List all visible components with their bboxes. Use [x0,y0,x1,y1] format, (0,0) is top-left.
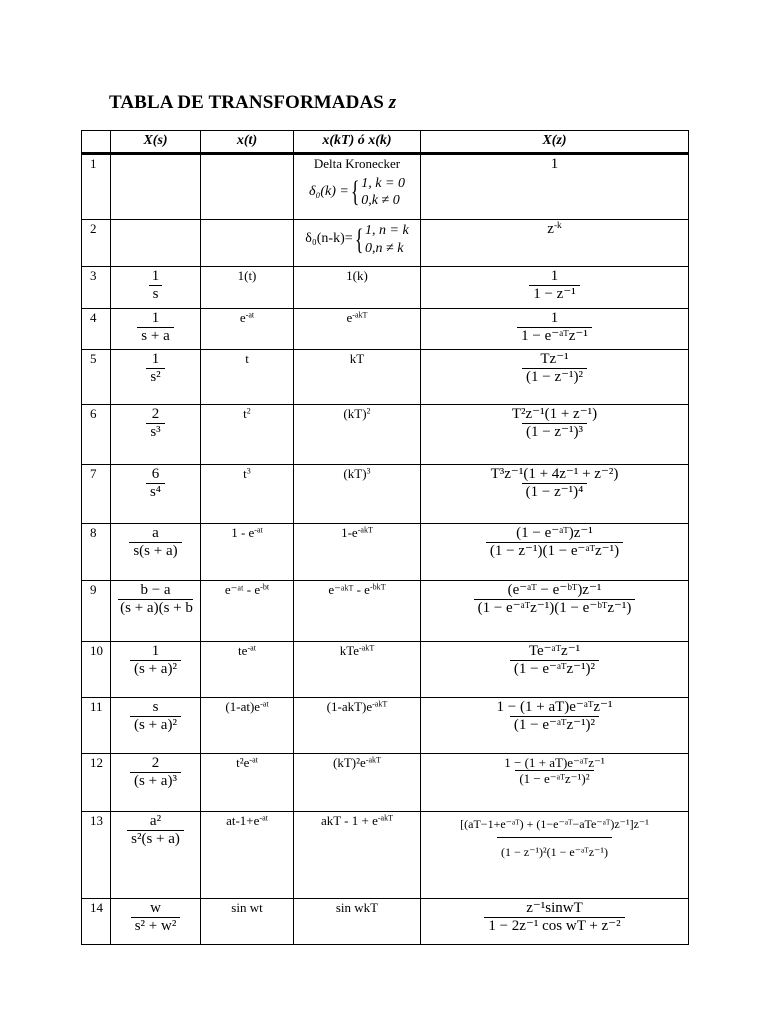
xk-text: sin wkT [335,900,379,915]
xs-cell [111,405,201,465]
kronecker-definition [309,175,405,210]
xz-denominator: (1 − e⁻ᵃᵀz⁻¹)(1 − e⁻ᵇᵀz⁻¹) [474,599,636,617]
xs-fraction [146,352,164,386]
xz-cell [421,812,689,899]
xz-fraction [522,352,587,386]
xs-fraction [130,756,181,790]
xz-numerator: (1 − e⁻ᵃᵀ)z⁻¹ [516,525,593,541]
xs-cell [111,309,201,350]
xt-exponent: -at [260,699,269,709]
xk-text: akT - 1 + e [320,813,378,828]
case-1: 1, n = k [365,223,409,238]
xs-numerator: 1 [151,268,160,284]
xz-denominator: (1 − z⁻¹)(1 − e⁻ᵃᵀz⁻¹) [486,542,623,560]
xk-cell [294,754,421,812]
xk-cell [294,350,421,405]
xk-cell [294,465,421,524]
row-number: 8 [82,524,111,581]
xk-text: e⁻ᵃᵏᵀ - e [328,582,370,597]
xs-numerator: 1 [151,351,160,367]
row-number: 7 [82,465,111,524]
xt-cell [201,754,294,812]
xz-numerator: 1 [550,268,559,284]
xk-text: (kT) [343,406,367,421]
table-row [82,154,689,220]
xt-cell [201,350,294,405]
brace-symbol: { [354,222,364,256]
xk-text: 1(k) [346,268,368,283]
xs-denominator: s + a [137,327,173,345]
xs-cell [111,812,201,899]
xz-fraction [494,700,616,734]
xz-cell [421,350,689,405]
row-number: 13 [82,812,111,899]
xz-fraction [501,756,607,785]
xs-fraction [131,901,181,935]
xs-denominator: (s + a)³ [130,772,181,790]
xz-denominator: (1 − e⁻ᵃᵀz⁻¹)² [515,770,593,786]
xt-text: t²e [236,755,250,770]
xs-cell [111,899,201,945]
table-row [82,812,689,899]
xs-denominator: s²(s + a) [127,830,184,848]
xs-denominator: (s + a)² [130,660,181,678]
xt-text: sin wt [231,900,263,915]
xt-exponent: 3 [246,466,251,476]
xs-numerator: w [150,900,161,916]
xt-text: t [243,406,247,421]
xz-cell [421,465,689,524]
xt-cell [201,309,294,350]
xs-cell [111,220,201,267]
xs-numerator: 6 [151,466,160,482]
xz-denominator: 1 − 2z⁻¹ cos wT + z⁻² [484,917,624,935]
kronecker-lhs: δ₀(k) = [309,183,349,199]
header-xk: x(kT) ó x(k) [294,131,421,154]
z-transform-table [81,130,689,945]
row-number: 10 [82,642,111,698]
xk-cell [294,642,421,698]
xs-fraction [146,467,165,501]
xz-numerator: 1 − (1 + aT)e⁻ᵃᵀz⁻¹ [504,755,605,770]
row-number: 5 [82,350,111,405]
xz-denominator: (1 − z⁻¹)² [522,368,587,386]
brace-symbol: { [350,175,360,209]
xk-cell [294,309,421,350]
xk-cell [294,220,421,267]
xt-cell [201,581,294,642]
xz-cell [421,524,689,581]
table-row [82,899,689,945]
header-xz: X(z) [421,131,689,154]
xt-exponent: -at [245,310,255,320]
row-number: 9 [82,581,111,642]
xs-denominator: (s + a)(s + b [120,599,193,616]
table-row [82,465,689,524]
xs-cell [111,524,201,581]
xz-base: z [547,221,554,237]
xt-exponent: 2 [246,406,251,416]
xs-denominator: s³ [146,423,164,441]
kronecker-shift-definition [305,222,408,257]
xz-cell [421,899,689,945]
xs-fraction [127,814,184,848]
xt-exponent: -bt [260,582,270,592]
xz-fraction [510,644,599,678]
xt-text: t [245,351,249,366]
xz-denominator: (1 − e⁻ᵃᵀz⁻¹)² [510,716,599,734]
xs-cell [111,581,201,642]
xz-numerator: T³z⁻¹(1 + 4z⁻¹ + z⁻²) [490,466,619,482]
xk-text: (1-akT)e [326,699,373,714]
xs-fraction [130,700,181,734]
table-row [82,309,689,350]
xz-cell [421,405,689,465]
xk-text: kTe [339,643,360,658]
table-row [82,350,689,405]
xk-exponent: -akT [372,699,388,709]
xt-text: (1-at)e [225,699,261,714]
xt-text: te [238,643,248,658]
xs-denominator: s [149,285,163,303]
row-number: 12 [82,754,111,812]
xs-cell [111,350,201,405]
xs-numerator: a [152,525,159,541]
xt-cell [201,642,294,698]
xt-exponent: -at [249,755,258,765]
case-2: 0,n ≠ k [365,240,404,256]
xz-fraction [509,407,600,441]
xs-cell [111,465,201,524]
xk-exponent: -akT [359,643,375,653]
xt-cell [201,465,294,524]
xs-fraction [137,311,173,345]
xk-cell [294,405,421,465]
xt-exponent: -at [259,813,268,823]
xz-cell [421,220,689,267]
xk-cell [294,698,421,754]
xz-denominator: (1 − z⁻¹)³ [522,423,587,441]
xk-cell [294,267,421,309]
kronecker-lhs: δ₀(n-k)= [305,231,353,247]
xt-cell [201,405,294,465]
xz-fraction [486,526,623,560]
table-row [82,524,689,581]
xt-text: 1 - e [231,525,255,540]
xk-text: (kT) [343,466,367,481]
xz-cell: 1 [421,154,689,220]
xs-denominator: s⁴ [146,483,165,501]
xk-cell [294,524,421,581]
xs-denominator: s² + w² [131,917,181,935]
xs-fraction [129,526,181,560]
xz-denominator: 1 − z⁻¹ [529,285,580,303]
xk-exponent: -akT [377,813,394,823]
xs-numerator: a² [149,813,162,829]
row-number: 11 [82,698,111,754]
xz-numerator: [(aT−1+e⁻ᵃᵀ) + (1−e⁻ᵃᵀ−aTe⁻ᵃᵀ)z⁻¹]z⁻¹ [460,817,649,831]
xz-denominator: (1 − z⁻¹)⁴ [522,483,588,501]
xk-cell [294,154,421,220]
xz-numerator: z⁻¹sinwT [526,900,583,916]
xs-numerator: b − a [140,582,171,598]
xs-numerator: 1 [151,643,160,659]
xt-text: e [239,310,246,325]
table-row [82,698,689,754]
xs-denominator: s(s + a) [129,542,181,560]
xs-cell [111,698,201,754]
table-row [82,754,689,812]
xk-exponent: -bkT [369,582,386,592]
xt-cell [201,154,294,220]
xk-exponent: -akT [352,310,368,320]
xt-text: e⁻ᵃᵗ - e [224,582,261,597]
xs-cell [111,642,201,698]
xs-fraction [149,269,163,303]
table-row [82,267,689,309]
xs-denominator: s² [146,368,164,386]
xz-fraction [517,311,592,345]
xz-fraction [484,901,624,935]
xs-fraction [118,583,193,617]
xk-exponent: -akT [365,755,381,765]
xs-numerator: 1 [151,310,160,326]
xt-exponent: -at [247,643,256,653]
xz-cell [421,642,689,698]
xt-cell [201,698,294,754]
xz-denominator: (1 − e⁻ᵃᵀz⁻¹)² [510,660,599,678]
xk-text: 1-e [341,525,358,540]
row-number: 2 [82,220,111,267]
xt-cell [201,812,294,899]
case-2: 0,k ≠ 0 [361,193,400,209]
xz-fraction [488,467,622,501]
table-row [82,581,689,642]
row-number: 3 [82,267,111,309]
table-row [82,220,689,267]
xs-fraction [130,644,181,678]
table-header-row [82,131,689,154]
row-number: 6 [82,405,111,465]
xz-cell [421,309,689,350]
row-number: 1 [82,154,111,220]
case-1: 1, k = 0 [361,175,405,191]
xz-cell [421,698,689,754]
xz-numerator: T²z⁻¹(1 + z⁻¹) [511,406,598,422]
xt-cell [201,524,294,581]
xs-cell [111,154,201,220]
xk-label: Delta Kronecker [313,156,401,171]
xk-cell [294,581,421,642]
xs-cell [111,267,201,309]
xt-text: 1(t) [237,268,257,283]
xz-cell [421,754,689,812]
page-title: TABLA DE TRANSFORMADAS z [109,92,397,113]
xs-numerator: 2 [151,755,160,771]
xz-exponent: -k [553,220,562,231]
xs-cell [111,754,201,812]
table-row [82,405,689,465]
xz-cell [421,267,689,309]
xz-numerator: Tz⁻¹ [540,351,569,367]
xk-exponent: -akT [357,525,373,535]
xk-exponent: 3 [366,466,371,476]
xz-cell [421,581,689,642]
table-row [82,642,689,698]
xz-numerator: (e⁻ᵃᵀ − e⁻ᵇᵀ)z⁻¹ [507,582,602,598]
xs-numerator: 2 [151,406,160,422]
xz-numerator: 1 [550,310,559,326]
header-xs: X(s) [111,131,201,154]
header-xt: x(t) [201,131,294,154]
xk-text: e [346,310,353,325]
xt-exponent: -at [254,525,263,535]
xz-numerator: Te⁻ᵃᵀz⁻¹ [528,643,581,659]
row-number: 14 [82,899,111,945]
xz-fraction [474,583,636,617]
xk-cell [294,899,421,945]
xz-denominator: (1 − z⁻¹)²(1 − e⁻ᵃᵀz⁻¹) [497,837,612,859]
xt-cell [201,899,294,945]
xk-cell [294,812,421,899]
xz-numerator: 1 − (1 + aT)e⁻ᵃᵀz⁻¹ [496,699,613,715]
xz-denominator: 1 − e⁻ᵃᵀz⁻¹ [517,327,592,345]
xt-text: t [243,466,247,481]
xt-cell [201,220,294,267]
xt-cell [201,267,294,309]
xs-fraction [146,407,164,441]
xk-text: (kT)²e [333,755,366,770]
xk-exponent: 2 [366,406,371,416]
xk-text: kT [349,351,365,366]
header-index [82,131,111,154]
xz-fraction [457,818,652,858]
xz-fraction [529,269,580,303]
xs-numerator: s [152,699,159,715]
xs-denominator: (s + a)² [130,716,181,734]
xt-text: at-1+e [226,813,260,828]
row-number: 4 [82,309,111,350]
